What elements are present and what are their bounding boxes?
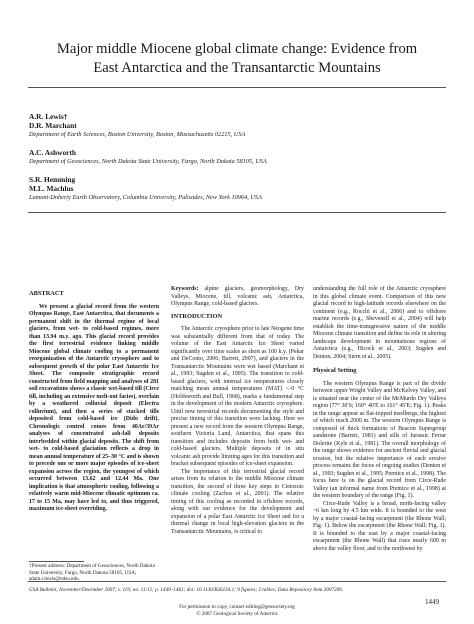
- author-name: M.L. Machlus: [29, 184, 74, 193]
- abstract-column: [29, 286, 159, 514]
- permission-line: For permission to copy, contact editing@geosociety.org: [179, 604, 295, 610]
- abstract-heading: ABSTRACT: [29, 290, 64, 297]
- journal-rule: [28, 581, 446, 582]
- author-name: A.C. Ashworth: [29, 148, 77, 157]
- author-affiliation: Department of Earth Sciences, Boston University, Boston, Massachusetts 02215, USA: [29, 131, 246, 138]
- keywords-label: Keywords:: [171, 286, 199, 292]
- introduction-paragraph: The Antarctic cryosphere prior to late Neogene time was substantially different from that of today. The volume of the East Antarctic Ice Sheet varied significantly over time scales as short as 100 k.y. (Pekar and DeConto, 2006; Barrett, 2007), and glaciers in the Transantarctic Mountains were wet based (Marchant et al., 1993; Sugden et al., 1995). The transition to cold-based glaciers, with internal ice temperatures closely matching mean annual temperatures (MAT) <-0 °C (Holdsworth and Bull, 1968), marks a fundamental step in the development of the modern Antarctic cryosphere. Until now terrestrial records documenting the style and precise timing of this transition were lacking. Here we present a new record from the western Olympus Range, southern Victoria Land, Antarctica, that spans this transition and includes deposits from both wet- and cold-based glaciers. Multiple deposits of in situ volcanic ash provide limiting ages for this transition and bracket subsequent episodes of ice-sheet expansion.: [171, 326, 304, 467]
- right-column: [313, 286, 446, 553]
- body-paragraph: understanding the full role of the Antarctic cryosphere in this global climate event. Comparison of this new glacial record to high-latitude records elsewhere on the continent (e.g., Rocchi et al., 2006) and to offshore marine records (e.g., Shevenell et al., 2004) will help establish the time-transgressive nature of the middle Miocene climate transition and define its role in altering landscape development in mountainous regions of Antarctica (e.g., Hicock et al., 2003; Sugden and Denton, 2004; Stern et al., 2005).: [313, 286, 446, 360]
- keywords-paragraph: [171, 286, 304, 309]
- copyright-line: © 2007 Geological Society of America: [196, 611, 278, 617]
- author-affiliation: Lamont-Doherty Earth Observatory, Columbia University, Palisades, New York 10964, USA: [29, 194, 262, 201]
- physical-setting-paragraph: The western Olympus Range is part of the divide between upper Wright Valley and McKelvey Valley, and is situated near the center of the McMurdo Dry Valleys region (77° 30′S; 160° 40′E to 161° 45′E; Fig. 1). Peaks in the range appear as flat-topped inselbergs, the highest of which reach 2000 m. The western Olympus Range is composed of thick formations of Beacon Supergroup sandstone (Barrett, 1981) and sills of Jurassic Ferrar Dolerite (Kyle et al., 1981). The overall morphology of the range shows evidence for ancient fluvial and glacial erosion, but the relative importance of each erosive process remains the focus of ongoing studies (Denton et al., 1993; Sugden et al., 1995; Prentice et al., 1998). The focus here is on the glacial record from Circe-Rude Valley (an informal name from Prentice et al., 1998) at the western boundary of the range (Fig. 1).: [313, 380, 446, 499]
- permission-notice: [137, 604, 337, 618]
- physical-setting-paragraph: Circe-Rude Valley is a broad, north-facing valley ~6 km long by 4.5 km wide. It is bounded to the west by a major coastal-facing escarpment (the Rhone Wall; Fig. 1). Below the escarpment (the Rhone Wall; Fig. 1). It is bounded to the east by a major coastal-facing escarpment (the Rhone Wall) that rises nearly 600 m above the valley floor, and to the northwest by: [313, 500, 446, 552]
- author-affiliation: Department of Geosciences, North Dakota State University, Fargo, North Dakota 58105, USA: [29, 158, 267, 165]
- author-name: A.R. Lewis†: [29, 112, 68, 121]
- title-line-2: East Antarctica and the Transantarctic Mountains: [93, 60, 381, 76]
- footnote: †Present address: Department of Geosciences, North Dakota State University, Fargo, North Dakota 58105, USA; adam.r.lewis@ndsu.edu.: [29, 563, 155, 583]
- introduction-heading: INTRODUCTION: [171, 312, 223, 320]
- page-number: 1449: [425, 598, 439, 606]
- introduction-paragraph: The importance of this terrestrial glacial record arises from its relation to the middle Miocene climate transition, the second of three key steps in Cenozoic climate cooling (Zachos et al., 2001). The relative timing of this cooling as recorded in offshore records, along with our evidence for the development and expansion of a polar East Antarctic Ice Sheet and for a thermal change in local high-elevation glaciers in the Transantarctic Mountains, is critical to: [171, 468, 304, 535]
- author-name: D.R. Marchant: [29, 121, 77, 130]
- paper-title: [40, 40, 434, 78]
- journal-citation: GSA Bulletin; November/December 2007; v. 119; no. 11/12; p. 1449–1461; doi: 10.1130/B26134.1; 9 figures; 2 tables; Data Repository Item 2007206.: [29, 587, 344, 593]
- title-rule: [28, 87, 446, 88]
- author-rule: [28, 212, 446, 213]
- footnote-rule: [29, 561, 84, 562]
- physical-setting-heading: Physical Setting: [313, 367, 357, 374]
- author-name: S.R. Hemming: [29, 175, 76, 184]
- middle-column: [171, 286, 304, 536]
- abstract-text: We present a glacial record from the western Olympus Range, East Antarctica, that documents a permanent shift in the thermal regime of local glaciers, from wet- to cold-based regimes, more than 13.94 m.y. ago. This glacial record provides the first terrestrial evidence linking middle Miocene global climate cooling to a permanent reorganization of the Antarctic cryosphere and to subsequent growth of the polar East Antarctic Ice Sheet. The composite stratigraphic record constructed from field mapping and analyses of 281 soil excavations shows a classic wet-based till (Circe till, including an extensive melt-out facies), overlain by a weathered colluvial deposit (Electra colluvium), and then a series of stacked tills deposited from cold-based ice (Dido drift). Chronologic control comes from 40Ar/39Ar analyses of concentrated ash-fall deposits interbedded within glacial deposits. The shift from wet- to cold-based glaciation reflects a drop in mean annual temperature of 25–30 °C and is shown to precede one or more major episodes of ice-sheet expansion across the region, the youngest of which occurred between 13.62 and 12.44 Ma. One implication is that atmospheric cooling, following a relatively warm mid-Miocene climatic optimum ca. 17 to 15 Ma, may have led to, and thus triggered, maximum ice-sheet overriding.: [29, 303, 159, 512]
- keywords-text: alpine glaciers, geomorphology, Dry Valleys, Miocene, till, volcanic ash, Antarctica, Olympus Range, cold-based glaciers.: [171, 286, 304, 307]
- title-line-1: Major middle Miocene global climate change: Evidence from: [56, 41, 418, 57]
